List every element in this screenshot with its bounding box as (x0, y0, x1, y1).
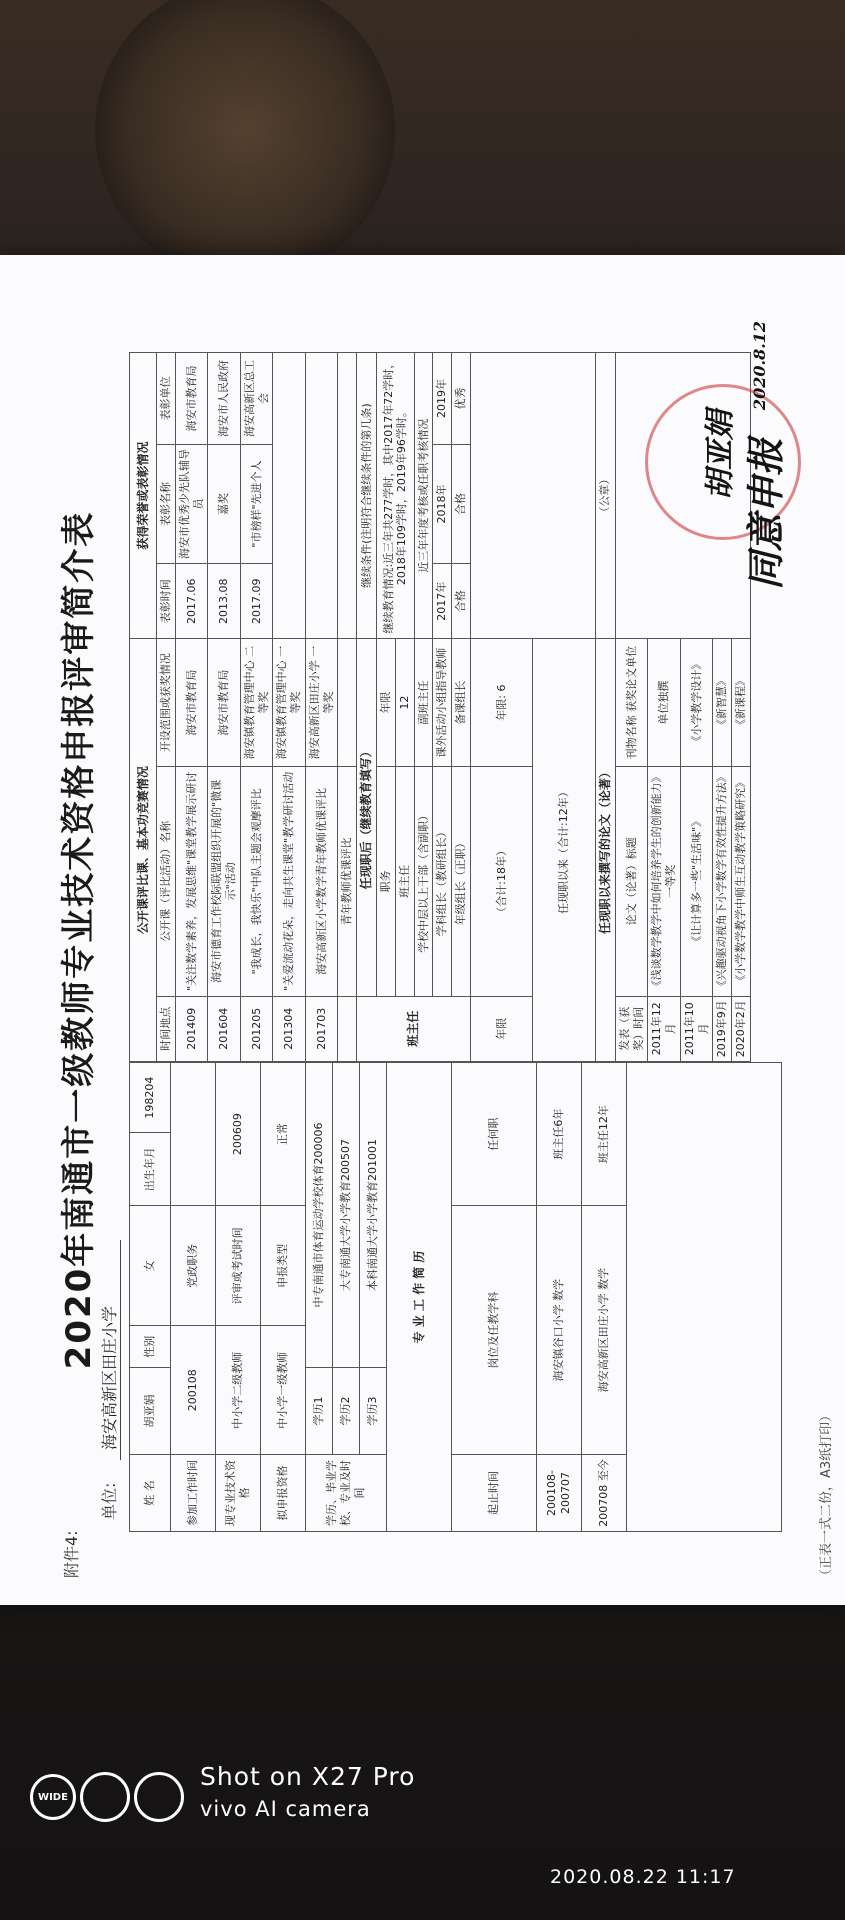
papers-header-time: 发表（获奖）时间 (615, 996, 648, 1061)
attachment-label: 附件4: (62, 1530, 81, 1578)
paper-pub: 《新课程》 (732, 639, 751, 767)
paper-time: 2011年12月 (648, 996, 681, 1061)
assessment-year: 2019年 (433, 353, 452, 445)
year-count: 年限: 6 (470, 639, 533, 767)
current-title-label: 现专业技术资格 (216, 1455, 261, 1532)
award-time: 2017.09 (240, 564, 273, 639)
major-value: 正常 (261, 1063, 306, 1206)
open-class-title: 公开课评比课、基本功竞赛情况 (130, 639, 157, 1062)
lens-rings-icon (80, 1772, 184, 1822)
seal-note: （公章） (595, 353, 615, 639)
open-class-name: 海安市德育工作校际联盟组织开展的"微课示"活动 (208, 767, 241, 996)
open-class-name: "我成长，我快乐"中队主题会观摩评比 (240, 767, 273, 996)
handwritten-approval: 同意申报 (743, 437, 788, 590)
paper-time: 2011年10月 (680, 996, 713, 1061)
history-row-post: 海安镇谷口小学 数学 (537, 1206, 582, 1455)
photo-timestamp: 2020.08.22 11:17 (550, 1866, 736, 1888)
award-name: 海安市优秀少先队辅导员 (175, 444, 208, 563)
paper-title: 《小学数学教学中师生互动教学策略研究》 (732, 767, 751, 996)
edu2-value: 大专南通大学小学教育200507 (333, 1063, 360, 1368)
head-teacher-title: 班主任 (357, 996, 471, 1061)
edu3-label: 学历3 (360, 1368, 387, 1455)
camera-watermark (38, 1762, 416, 1821)
awards-header-name: 表彰名称 (157, 444, 176, 563)
history-row-post: 海安高新区田庄小学 数学 (582, 1206, 627, 1455)
edu3-value: 本科南通大学小学教育201001 (360, 1063, 387, 1368)
work-history-title: 专 业 工 作 简 历 (387, 1063, 452, 1532)
watermark-line2: vivo AI camera (200, 1797, 371, 1821)
history-blank-area (627, 1063, 782, 1532)
paper-time: 2020年2月 (732, 996, 751, 1061)
award-time: 2017.06 (175, 564, 208, 639)
open-class-header-result: 开设范围或获奖情况 (157, 639, 176, 767)
birth-value: 198204 (130, 1063, 171, 1133)
handwritten-signature: 胡亚娟 (703, 410, 738, 500)
duty-table-title: 任现职后（继续教育填写） (357, 639, 377, 996)
papers-title: 任现职以来撰写的论文（论著） (595, 639, 615, 1062)
awards-header-time: 表彰时间 (157, 564, 176, 639)
gender-label: 性别 (130, 1326, 171, 1368)
duty-header-years: 年限 (377, 639, 396, 767)
gender-value: 女 (130, 1206, 171, 1326)
document-title: 2020年南通市一级教师专业技术资格申报评审简介表 (59, 510, 99, 1370)
awards-header-unit: 表彰单位 (157, 353, 176, 445)
history-header-role: 任何职 (452, 1063, 537, 1206)
rotated-document (45, 290, 834, 1590)
paper-title: 《浅谈数学教学中如何培养学生的创新能力》一等奖 (648, 767, 681, 996)
open-class-result (338, 639, 357, 767)
open-class-result: 海安市教育局 (175, 639, 208, 767)
history-header-post: 岗位及任教学科 (452, 1206, 537, 1455)
open-class-name: "关注数学素养，发展思维"课堂教学展示研讨 (175, 767, 208, 996)
edu2-label: 学历2 (333, 1368, 360, 1455)
open-class-name: 海安高新区小学数学青年教师优课评比 (305, 767, 338, 996)
continuing-note: 继续条件(注明符合继续条件的第几条) (357, 353, 377, 639)
assessment-value: 合格 (452, 444, 471, 563)
paper-pub: 单位独撰 (648, 639, 681, 767)
unit-value: 海安高新区田庄小学 (97, 1240, 121, 1460)
signature-area (470, 353, 595, 639)
open-class-time: 201304 (273, 996, 306, 1061)
assessment-value: 优秀 (452, 353, 471, 445)
party-value (171, 1063, 216, 1206)
history-row-period: 200708 至今 (582, 1455, 627, 1532)
open-class-result: 海安高新区田庄小学 一等奖 (305, 639, 338, 767)
party-label: 党政职务 (171, 1206, 216, 1326)
awards-title: 获得荣誉或表彰情况 (130, 353, 157, 639)
open-class-time: 201205 (240, 996, 273, 1061)
history-row-role: 班主任6年 (537, 1063, 582, 1206)
name-label: 姓 名 (130, 1455, 171, 1532)
apply-value: 中小学一级教师 (261, 1326, 306, 1455)
title-date-label: 评审或考试时间 (216, 1206, 261, 1326)
award-unit: 海安市教育局 (175, 353, 208, 445)
awards-blank (338, 353, 357, 639)
duty-row-role-2: 副班主任 (414, 639, 433, 767)
basic-info-table (129, 1062, 782, 1532)
duty-row-role-2: 课外活动小组指导教师 (433, 639, 452, 767)
open-class-result: 海安镇教育管理中心 一等奖 (273, 639, 306, 767)
award-unit: 海安市人民政府 (208, 353, 241, 445)
duty-row-role: 学科组长（教研组长） (433, 767, 452, 996)
assessment-title: 近三年年度考核或任职考核情况 (414, 353, 433, 639)
open-class-result: 海安市教育局 (208, 639, 241, 767)
name-value: 胡亚娟 (130, 1368, 171, 1455)
paper-pub: 《新智慧》 (713, 639, 732, 767)
duty-row-role: 年级组长（正职） (452, 767, 471, 996)
open-class-result: 海安镇教育管理中心 二等奖 (240, 639, 273, 767)
paper-time: 2019年9月 (713, 996, 732, 1061)
years-total: （合计:18年） (470, 767, 533, 996)
duty-row-role-2: 备课组长 (452, 639, 471, 767)
open-class-name: 青年教师优课评比 (338, 767, 357, 996)
unit-label: 单位: (100, 1482, 119, 1520)
open-class-name: "关爱流动花朵，走向共生课堂"教学研讨活动 (273, 767, 306, 996)
awards-blank (305, 353, 338, 639)
open-class-time: 201703 (305, 996, 338, 1061)
assessment-value: 合格 (452, 564, 471, 639)
apply-label: 拟申报资格 (261, 1455, 306, 1532)
work-start-label: 参加工作时间 (171, 1455, 216, 1532)
work-start-value: 200108 (171, 1326, 216, 1455)
edu1-label: 学历1 (306, 1368, 333, 1455)
edu-label: 学历、毕业学校、专业及时间 (306, 1455, 387, 1532)
edu1-value: 中专南通市体育运动学校体育200006 (306, 1063, 333, 1368)
award-name: "市榜样"先进个人 (240, 444, 273, 563)
major-label: 申报类型 (261, 1206, 306, 1326)
footnote: （正表一式二份，A3纸打印） (819, 1408, 834, 1582)
current-title-value: 中小学二级教师 (216, 1326, 261, 1455)
duty-row-role: 班主任 (395, 767, 414, 996)
history-header-period: 起止时间 (452, 1455, 537, 1532)
continuing-text: 继续教育情况:近三年共277学时，其中2017年72学时，2018年109学时，2019年96学时。 (377, 353, 415, 639)
paper-pub: 《小学教学设计》 (680, 639, 713, 767)
history-row-period: 200108-200707 (537, 1455, 582, 1532)
wide-logo: WIDE (30, 1774, 76, 1820)
award-time: 2013.08 (208, 564, 241, 639)
duty-row-role: 学校中层以上干部（含副职） (414, 767, 433, 996)
duty-header-role: 职务 (377, 767, 396, 996)
watermark-line1: Shot on X27 Pro (200, 1762, 416, 1791)
years-label: 年限 (470, 996, 533, 1061)
award-unit: 海安高新区总工会 (240, 353, 273, 445)
birth-label: 出生年月 (130, 1133, 171, 1206)
papers-header-pub: 刊物名称 获奖论文单位 (615, 639, 648, 767)
handwritten-date: 2020.8.12 (750, 320, 769, 410)
open-class-time: 201409 (175, 996, 208, 1061)
duty-row-years: 12 (395, 639, 414, 767)
open-class-time (338, 996, 357, 1061)
paper-title: 《让计算多一些"生活味"》 (680, 767, 713, 996)
title-date-value: 200609 (216, 1063, 261, 1206)
history-row-role: 班主任12年 (582, 1063, 627, 1206)
paper-title: 《兴趣驱动视角下小学数学有效性提升方法》 (713, 767, 732, 996)
assessment-year: 2017年 (433, 564, 452, 639)
since-label: 任现职以来（合计:12年） (533, 639, 596, 1062)
assessment-year: 2018年 (433, 444, 452, 563)
open-class-time: 201604 (208, 996, 241, 1061)
awards-blank (273, 353, 306, 639)
award-name: 嘉奖 (208, 444, 241, 563)
papers-header-title: 论文（论著）标题 (615, 767, 648, 996)
open-class-header-time: 时间地点 (157, 996, 176, 1061)
open-class-header-name: 公开课（评比活动）名称 (157, 767, 176, 996)
